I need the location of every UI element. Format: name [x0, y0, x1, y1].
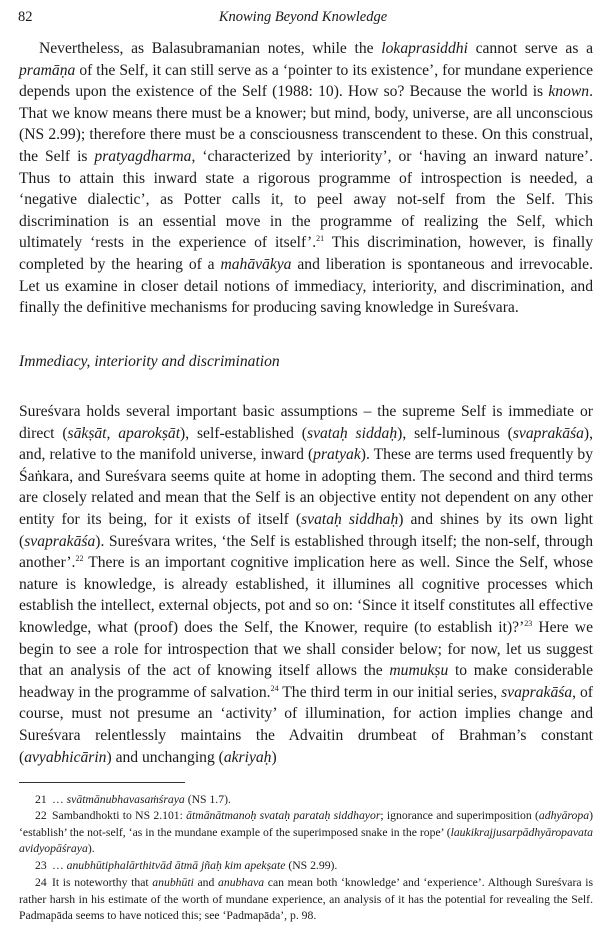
text-run: Sambandhokti to NS 2.101: [52, 809, 187, 822]
italic-term: ātmānātmanoḥ svataḥ parataḥ siddhayor [186, 809, 381, 822]
italic-term: mahāvākya [220, 255, 292, 273]
text-run: It is noteworthy that [52, 876, 153, 889]
text-run: The third term in our initial series, [278, 683, 502, 701]
italic-term: anubhūtiphalārthitvād ātmā jñaḥ kim apekṣate [66, 859, 286, 872]
footnote-number: 24 [35, 876, 47, 889]
text-run: can mean both ‘knowledge’ and ‘experience’. Although Sureśvara is rather harsh in his estimate of the worth of mundane experience, an analysis of it has the potential for revealing the Self. Padmapāda seems to have noticed this; see ‘Padmapāda’, p. 98. [19, 876, 593, 922]
text-run: There is an important cognitive implication here as well. Since the Self, whose nature is knowledge, is already established, it illumines all cognitive processes which establish the intellect, external objects, pot and so on: ‘Since it itself constitutes all effective knowledge, what (proof) does the Self, the Knower, require (to establish it)?’ [19, 554, 593, 636]
italic-term: svaprakāśa [24, 532, 96, 550]
running-header [18, 9, 588, 29]
italic-term: svataḥ siddhaḥ [301, 510, 399, 528]
italic-term: lokaprasiddhi [381, 40, 468, 57]
page-number: 82 [18, 9, 33, 25]
running-title: Knowing Beyond Knowledge [218, 9, 388, 25]
text-run: ) and unchanging ( [106, 748, 224, 766]
italic-term: pratyak [313, 446, 361, 464]
text-run: ) and shines by its own light ( [19, 510, 594, 550]
text-run: ; ignorance and superimposition ( [380, 809, 539, 822]
footnote-text [52, 793, 231, 806]
text-run: ). [87, 842, 95, 855]
text-run: of the Self, it can still serve as a ‘pointer to its existence’, for mundane experience depends upon the existence of the Self (1988: 10). How so? Because the world is [19, 61, 593, 101]
italic-term: sākṣāt, aparokṣāt [67, 424, 181, 442]
paragraph-2 [19, 401, 593, 768]
footnote-text [19, 876, 593, 922]
text-run: Nevertheless, as Balasubramanian notes, while the [39, 40, 382, 57]
text-run: ). These are terms used frequently by Śaṅkara, and Sureśvara seems quite at home in adopting them. The second and third terms are closely related and mean that the Self is an objective entity not dependent on any other entity for its being, for it exists of itself ( [19, 446, 593, 528]
text-run: , ‘characterized by interiority’, or ‘having an inward nature’. Thus to attain this inward state a rigorous programme of introspection is needed, a ‘negative dialectic’, as Potter calls it, to peel away not-self from the Self. This discrimination is an essential move in the programme of realizing the Self, which ultimately ‘rests in the experience of itself’. [19, 147, 593, 252]
text-run: ), self-established ( [180, 424, 307, 442]
text-run: ) [271, 748, 277, 766]
text-run: … [52, 793, 67, 806]
footnote-number: 23 [35, 859, 47, 872]
text-run: cannot serve as a [467, 40, 593, 57]
footnote-24 [19, 875, 593, 925]
italic-term: laukikrajjusarpādhyāropavata avidyopāśraya [19, 825, 593, 855]
italic-term: svaprakāśa [512, 424, 584, 442]
footnote-number: 21 [35, 793, 47, 806]
footnote-reference: 21 [316, 234, 325, 244]
italic-term: adhyāropa [538, 809, 590, 822]
text-run: . That we know means there must be a knower; but mind, body, universe, are all unconscious (NS 2.99); therefore there must be a consciousness transcendent to these. On this construal, the Self is [19, 83, 593, 165]
italic-term: known [548, 83, 590, 101]
italic-term: svataḥ siddaḥ [307, 424, 398, 442]
text-run: and liberation is spontaneous and irrevocable. Let us examine in closer detail notions of immediacy, interiority, and discrimination, and finally the definitive mechanisms for producing saving knowledge in Sureśvara. [19, 255, 593, 317]
text-run: ) ‘establish’ the not-self, ‘as in the mundane example of the superimposed snake in the rope’ ( [19, 809, 593, 839]
footnote-reference: 23 [524, 618, 533, 628]
footnote-text [19, 809, 593, 855]
footnote-rule [19, 782, 185, 783]
paragraph-1 [19, 38, 593, 319]
italic-term: avyabhicārin [24, 748, 107, 766]
italic-term: anubhava [218, 876, 265, 889]
italic-term: svātmānubhavasaṁśraya [66, 793, 185, 806]
text-run: ), self-luminous ( [397, 424, 513, 442]
italic-term: svaprakāśa [501, 683, 573, 701]
text-run: , of course, must not presume an ‘activity’ of illumination, for action implies change and Sureśvara relentlessly maintains the Advaitin drumbeat of Brahman’s constant ( [19, 683, 593, 766]
text-run: (NS 2.99). [285, 859, 338, 872]
text-run: ). Sureśvara writes, ‘the Self is established through itself; the non-self, through another’. [19, 532, 593, 572]
footnote-text [52, 859, 337, 872]
text-run: Sureśvara holds several important basic assumptions – the supreme Self is immediate or direct ( [19, 403, 593, 442]
text-run: and [193, 876, 219, 889]
text-run: to make considerable headway in the programme of salvation. [19, 662, 593, 701]
italic-term: akriyaḥ [223, 748, 272, 766]
text-run: … [52, 859, 67, 872]
footnote-22 [19, 808, 593, 858]
footnote-21 [19, 792, 593, 809]
text-run: ), and, relative to the manifold universe, inward ( [19, 424, 593, 464]
italic-term: anubhūti [152, 876, 194, 889]
section-heading: Immediacy, interiority and discrimination [19, 353, 280, 370]
text-run: (NS 1.7). [184, 793, 231, 806]
text-run: This discrimination, however, is finally completed by the hearing of a [19, 234, 593, 273]
text-run: Here we begin to see a role for introspection that we shall consider below; for now, let us suggest that an analysis of the act of knowing itself allows the [19, 618, 593, 680]
footnote-number: 22 [35, 809, 47, 822]
italic-term: pramāṇa [19, 61, 76, 79]
footnote-23 [19, 858, 593, 875]
italic-term: mumukṣu [389, 662, 449, 680]
italic-term: pratyagdharma [94, 147, 192, 165]
footnote-reference: 22 [75, 554, 84, 564]
footnote-reference: 24 [270, 683, 279, 693]
